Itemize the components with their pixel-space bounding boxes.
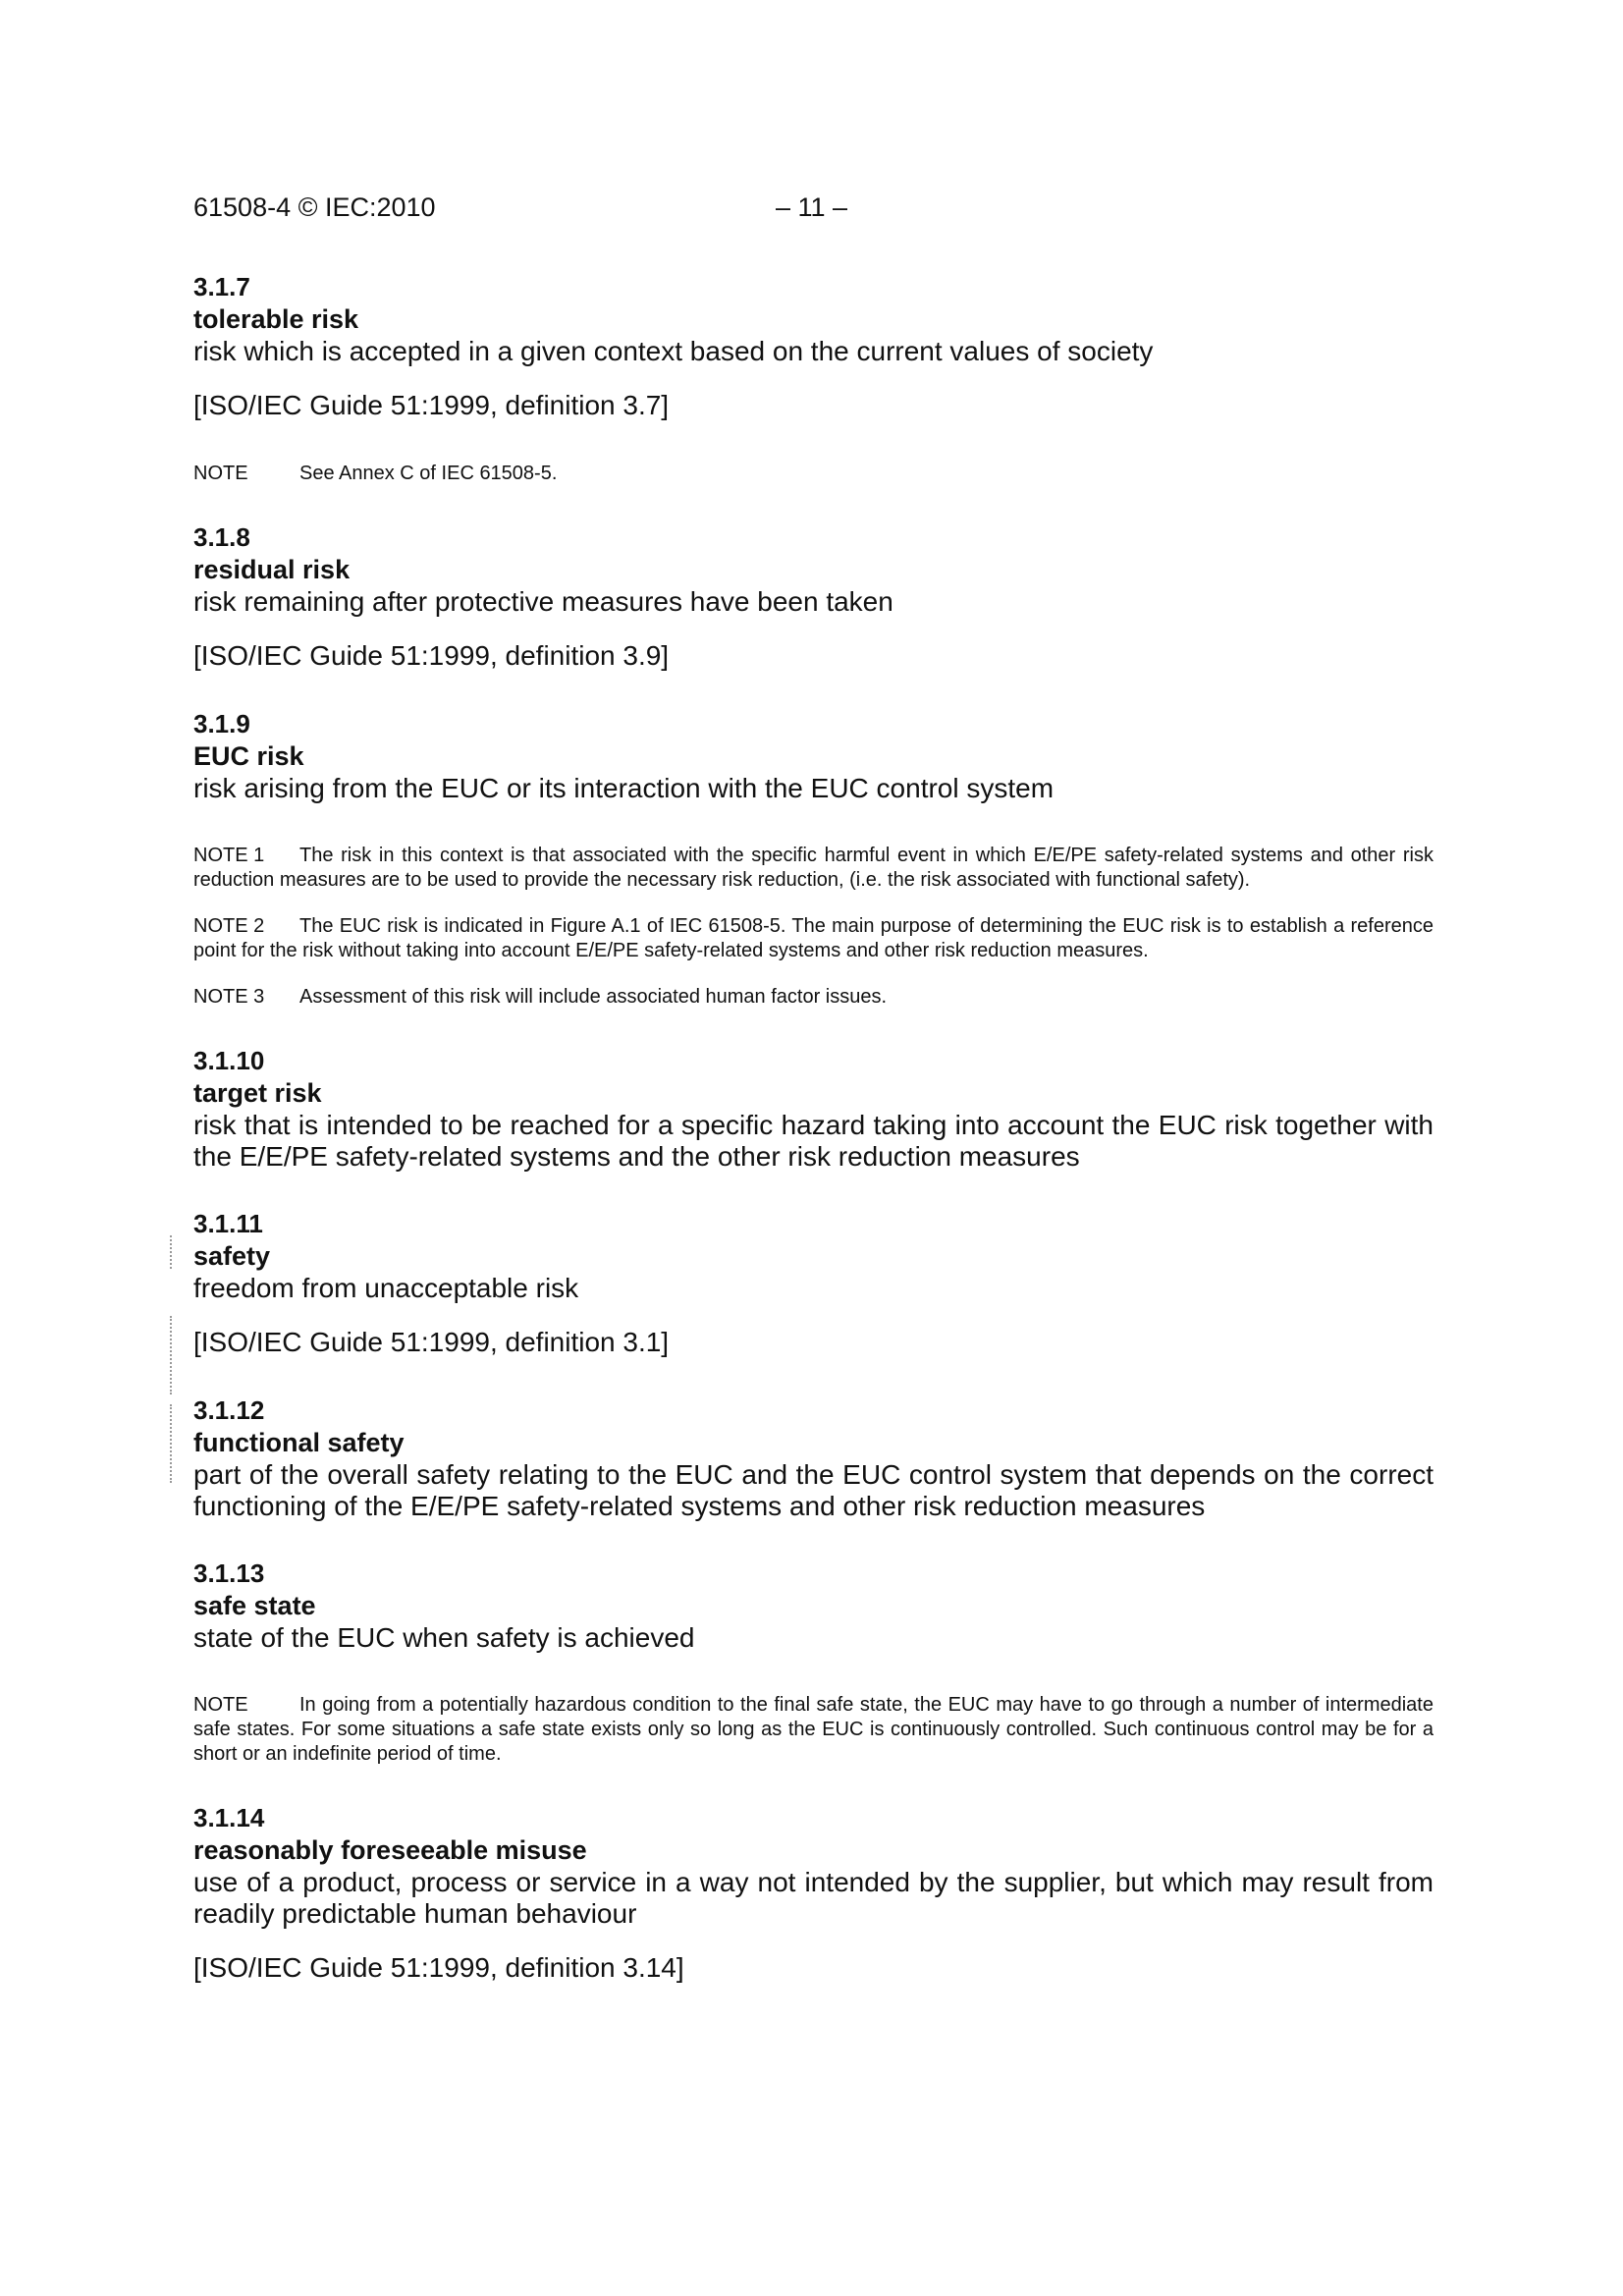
term-notes [193, 1693, 1434, 1767]
note-text: The EUC risk is indicated in Figure A.1 of IEC 61508-5. The main purpose of determining the EUC risk is to establish a reference point for the risk without taking into account E/E/PE safety-related systems and other risk reduction measures. [193, 915, 1434, 961]
term-source: [ISO/IEC Guide 51:1999, definition 3.1] [193, 1327, 670, 1357]
term-name: EUC risk [193, 741, 304, 771]
page-header [193, 192, 1430, 232]
note-label: NOTE [193, 463, 248, 484]
term-definition: part of the overall safety relating to the EUC and the EUC control system that depends on the correct functioning of the E/E/PE safety-related systems and other risk reduction measures [193, 1459, 1434, 1521]
term-name: safe state [193, 1591, 316, 1620]
note [193, 1693, 1434, 1767]
note-text: In going from a potentially hazardous condition to the final safe state, the EUC may have to go through a number of intermediate safe states. For some situations a safe state exists only so long as the EUC is continuously controlled. Such continuous control may be for a short or an indefinite period of time. [193, 1694, 1434, 1765]
term-entry [193, 1045, 1434, 1173]
term-name: reasonably foreseeable misuse [193, 1835, 587, 1865]
term-entry [193, 521, 1434, 673]
term-name: safety [193, 1241, 271, 1271]
term-definition: freedom from unacceptable risk [193, 1273, 579, 1303]
term-definition: risk which is accepted in a given context based on the current values of society [193, 336, 1154, 366]
term-entry [193, 1208, 1434, 1359]
term-notes [193, 462, 1434, 486]
term-number: 3.1.10 [193, 1046, 265, 1075]
term-number: 3.1.8 [193, 522, 250, 552]
term-number: 3.1.12 [193, 1395, 265, 1425]
term-entry [193, 271, 1434, 486]
term-name: tolerable risk [193, 304, 359, 334]
term-name: residual risk [193, 555, 351, 584]
document-reference: 61508-4 © IEC:2010 [193, 192, 436, 222]
note-label: NOTE 1 [193, 845, 265, 866]
term-entry [193, 1394, 1434, 1522]
term-name: functional safety [193, 1428, 405, 1457]
term-definition: risk that is intended to be reached for a specific hazard taking into account the EUC risk together with the E/E/PE safety-related systems and the other risk reduction measures [193, 1110, 1434, 1172]
definitions-list [193, 271, 1434, 2020]
note-label: NOTE [193, 1694, 248, 1716]
note-text: See Annex C of IEC 61508-5. [299, 463, 558, 484]
note-text: Assessment of this risk will include associated human factor issues. [299, 986, 888, 1008]
term-number: 3.1.13 [193, 1558, 265, 1588]
term-definition: use of a product, process or service in a way not intended by the supplier, but which may result from readily predictable human behaviour [193, 1867, 1434, 1929]
page-number: – 11 – [775, 192, 848, 222]
note [193, 844, 1434, 893]
term-definition: state of the EUC when safety is achieved [193, 1622, 695, 1653]
term-definition: risk remaining after protective measures have been taken [193, 586, 893, 617]
margin-mark [170, 1316, 174, 1394]
margin-mark [170, 1404, 174, 1483]
term-entry [193, 708, 1434, 1010]
term-source: [ISO/IEC Guide 51:1999, definition 3.14] [193, 1952, 684, 1983]
note [193, 914, 1434, 963]
term-number: 3.1.14 [193, 1803, 265, 1832]
term-source: [ISO/IEC Guide 51:1999, definition 3.9] [193, 640, 670, 671]
note [193, 985, 1434, 1010]
term-entry [193, 1558, 1434, 1767]
term-number: 3.1.11 [193, 1209, 263, 1238]
margin-mark [170, 1235, 174, 1269]
note-text: The risk in this context is that associated with the specific harmful event in which E/E/PE safety-related systems and other risk reduction measures are to be used to provide the necessary risk reduction, (i.e. the risk associated with functional safety). [193, 845, 1434, 891]
term-number: 3.1.7 [193, 272, 250, 301]
term-name: target risk [193, 1078, 322, 1108]
term-definition: risk arising from the EUC or its interaction with the EUC control system [193, 773, 1055, 803]
note-label: NOTE 2 [193, 915, 265, 937]
note-label: NOTE 3 [193, 986, 265, 1008]
term-entry [193, 1802, 1434, 1985]
term-notes [193, 844, 1434, 1010]
term-number: 3.1.9 [193, 709, 250, 738]
note [193, 462, 1434, 486]
term-source: [ISO/IEC Guide 51:1999, definition 3.7] [193, 390, 670, 420]
